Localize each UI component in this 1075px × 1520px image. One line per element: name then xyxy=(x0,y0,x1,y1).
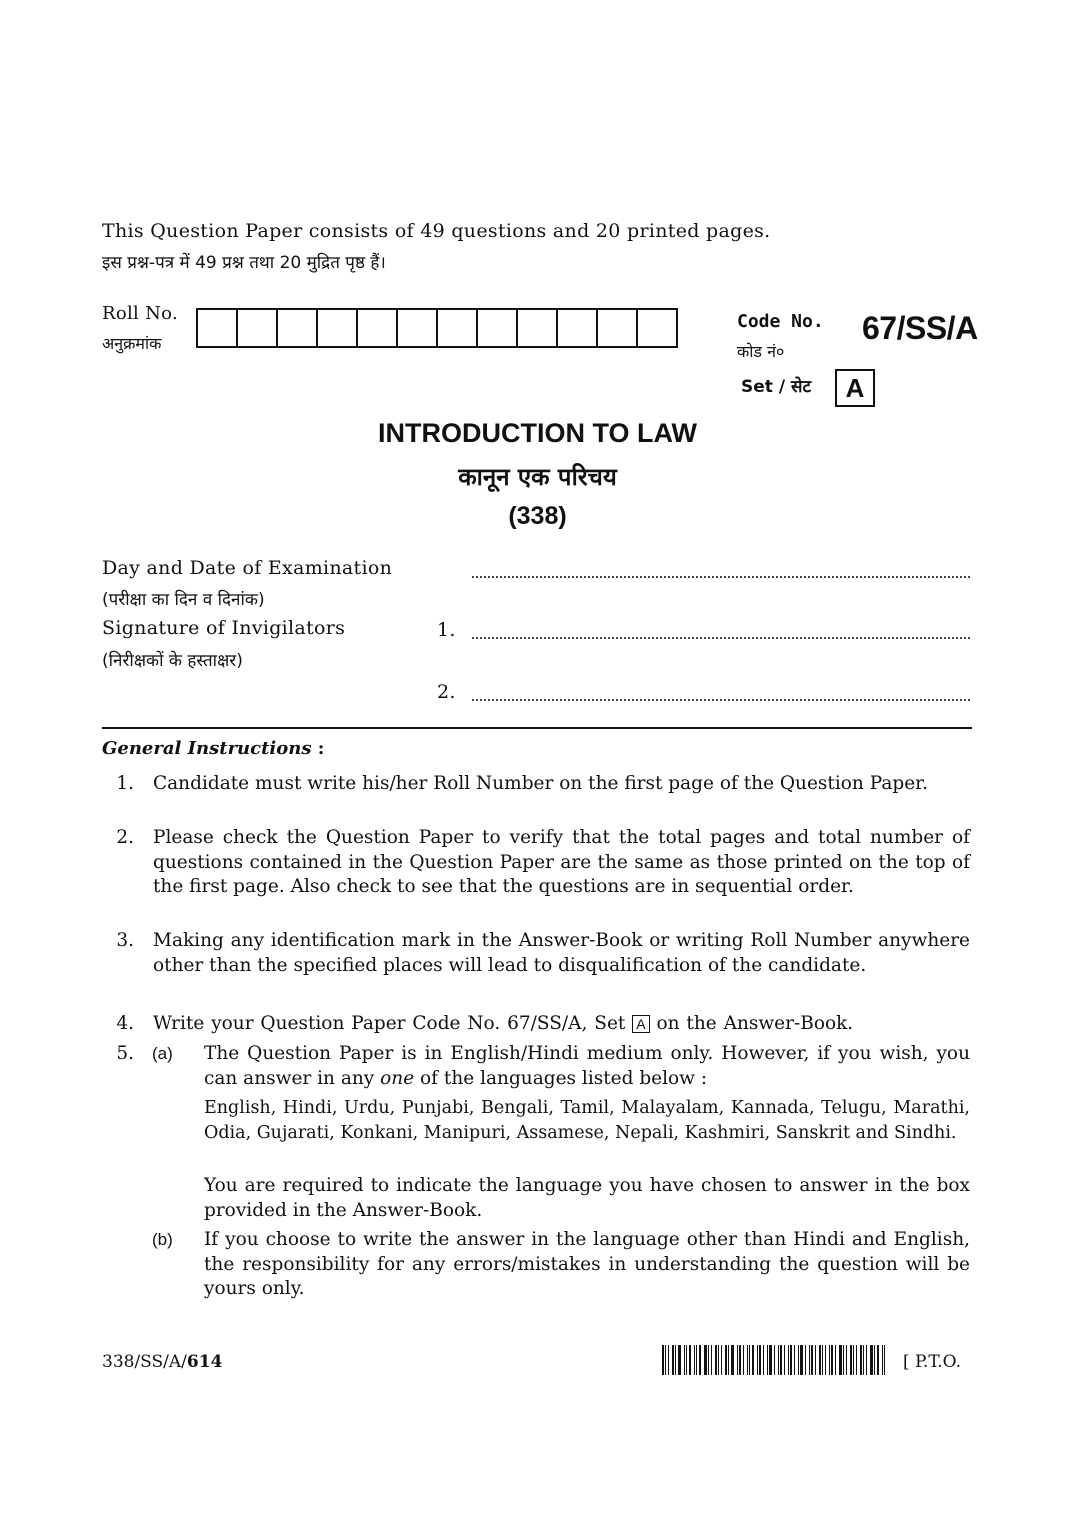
barcode-bar xyxy=(675,1345,676,1375)
sub-item-a-label: (a) xyxy=(152,1044,173,1063)
barcode-bar xyxy=(850,1345,852,1375)
barcode-bar xyxy=(737,1345,738,1375)
barcode-bar xyxy=(731,1345,734,1375)
paper-code-prefix: 338/SS/A/ xyxy=(102,1352,187,1372)
signature-2-field[interactable] xyxy=(472,699,970,701)
roll-number-cell[interactable] xyxy=(518,310,558,346)
paper-code-footer xyxy=(102,1352,222,1372)
barcode-bar xyxy=(846,1345,847,1375)
barcode-bar xyxy=(877,1345,879,1375)
signature-1-number: 1. xyxy=(437,619,456,641)
roll-number-cell[interactable] xyxy=(398,310,438,346)
instructions-heading-text: General Instructions xyxy=(102,738,312,759)
roll-label-hindi: अनुक्रमांक xyxy=(102,334,162,353)
sub-item-b-text: If you choose to write the answer in the language other than Hindi and English, the responsibility for any errors/mistakes in understanding the question will be yours only. xyxy=(204,1229,970,1299)
instruction-number: 4. xyxy=(116,1013,134,1034)
instructions-heading-colon: : xyxy=(317,738,325,759)
barcode-bar xyxy=(825,1345,826,1375)
barcode-bar xyxy=(882,1345,883,1375)
barcode-bar xyxy=(819,1345,821,1375)
barcode-bar xyxy=(739,1345,741,1375)
barcode-bar xyxy=(704,1345,707,1375)
signature-2-number: 2. xyxy=(437,681,456,703)
barcode-bar xyxy=(778,1345,779,1375)
barcode-bar xyxy=(769,1345,772,1375)
barcode-bar xyxy=(699,1345,701,1375)
roll-label-english: Roll No. xyxy=(102,303,179,324)
instruction-text: Candidate must write his/her Roll Number on the first page of the Question Paper. xyxy=(153,773,928,794)
paper-code-bold: 614 xyxy=(186,1352,223,1372)
barcode-bar xyxy=(684,1345,685,1375)
barcode-bar xyxy=(694,1345,695,1375)
roll-number-cell[interactable] xyxy=(638,310,676,346)
roll-number-cell[interactable] xyxy=(358,310,398,346)
barcode-bar xyxy=(829,1345,830,1375)
instruction-number: 2. xyxy=(116,827,134,848)
instruction-4-text-after: on the Answer-Book. xyxy=(656,1013,854,1034)
roll-number-cell[interactable] xyxy=(198,310,238,346)
barcode-bar xyxy=(696,1345,697,1375)
barcode xyxy=(662,1345,887,1375)
signature-1-field[interactable] xyxy=(472,637,970,639)
barcode-bar xyxy=(715,1345,717,1375)
barcode-bar xyxy=(668,1345,669,1375)
barcode-bar xyxy=(870,1345,873,1375)
roll-number-cell[interactable] xyxy=(558,310,598,346)
code-number: 67/SS/A xyxy=(862,310,978,346)
code-label-hindi: कोड नं० xyxy=(737,342,785,361)
instructions-heading xyxy=(102,738,324,759)
pto-label: [ P.T.O. xyxy=(903,1352,962,1372)
barcode-bar xyxy=(721,1345,722,1375)
roll-number-cell[interactable] xyxy=(438,310,478,346)
barcode-bar xyxy=(884,1345,885,1375)
set-label: Set / सेट xyxy=(741,377,812,397)
barcode-bar xyxy=(856,1345,857,1375)
sub-item-a-italic: one xyxy=(380,1067,415,1089)
barcode-bar xyxy=(863,1345,864,1375)
roll-number-cell[interactable] xyxy=(278,310,318,346)
pages-info-english: This Question Paper consists of 49 questions and 20 printed pages. xyxy=(102,220,771,242)
barcode-bar xyxy=(853,1345,854,1375)
instruction-4-text-before: Write your Question Paper Code No. 67/SS/A, Set xyxy=(153,1013,626,1034)
instruction-text: Making any identification mark in the Answer-Book or writing Roll Number anywhere other than the specified places will lead to disqualification of the candidate. xyxy=(153,930,970,976)
set-box: A xyxy=(835,369,875,407)
barcode-bar xyxy=(839,1345,842,1375)
barcode-bar xyxy=(815,1345,816,1375)
subject-title-hindi: कानून एक परिचय xyxy=(458,463,617,491)
barcode-bar xyxy=(780,1345,782,1375)
barcode-bar xyxy=(728,1345,729,1375)
barcode-bar xyxy=(747,1345,748,1375)
exam-date-field[interactable] xyxy=(472,576,970,578)
barcode-bar xyxy=(689,1345,691,1375)
barcode-bar xyxy=(749,1345,750,1375)
invigilator-signature-label: Signature of Invigilators xyxy=(102,617,346,639)
barcode-bar xyxy=(718,1345,719,1375)
barcode-bar xyxy=(835,1345,836,1375)
barcode-bar xyxy=(822,1345,823,1375)
barcode-bar xyxy=(784,1345,785,1375)
barcode-bar xyxy=(665,1345,666,1375)
barcode-bar xyxy=(798,1345,799,1375)
barcode-bar xyxy=(672,1345,674,1375)
roll-number-cell[interactable] xyxy=(238,310,278,346)
barcode-bar xyxy=(757,1345,758,1375)
sub-item-a-text xyxy=(204,1042,970,1091)
instruction-number: 1. xyxy=(116,773,134,794)
barcode-bar xyxy=(805,1345,806,1375)
subject-title: INTRODUCTION TO LAW xyxy=(378,418,697,448)
barcode-bar xyxy=(843,1345,844,1375)
barcode-bar xyxy=(678,1345,681,1375)
barcode-bar xyxy=(725,1345,727,1375)
subject-code: (338) xyxy=(508,502,567,530)
instruction-text: Please check the Question Paper to verify that the total pages and total number of questions contained in the Question Paper are the same as those printed on the top of the first page. Also check to see that the questions are in sequential order. xyxy=(153,827,970,897)
barcode-bar xyxy=(767,1345,768,1375)
roll-number-cell[interactable] xyxy=(478,310,518,346)
barcode-bar xyxy=(774,1345,775,1375)
barcode-bar xyxy=(686,1345,687,1375)
barcode-bar xyxy=(662,1345,664,1375)
barcode-bar xyxy=(874,1345,875,1375)
barcode-bar xyxy=(708,1345,709,1375)
roll-number-grid[interactable] xyxy=(196,308,678,348)
invigilator-signature-label-hindi: (निरीक्षकों के हस्ताक्षर) xyxy=(102,651,243,671)
sub-item-a-text-1: The Question Paper is in English/Hindi medium only. However, if you wish, you can answer in any xyxy=(204,1043,970,1089)
barcode-bar xyxy=(800,1345,803,1375)
barcode-bar xyxy=(860,1345,862,1375)
barcode-bar xyxy=(752,1345,754,1375)
barcode-bar xyxy=(809,1345,810,1375)
sub-item-b-label: (b) xyxy=(152,1230,173,1249)
pages-info-hindi: इस प्रश्न-पत्र में 49 प्रश्न तथा 20 मुद्रित पृष्ठ हैं। xyxy=(102,253,386,273)
barcode-bar xyxy=(794,1345,795,1375)
exam-date-label-hindi: (परीक्षा का दिन व दिनांक) xyxy=(102,590,265,610)
barcode-bar xyxy=(711,1345,712,1375)
instruction-number: 5. xyxy=(116,1043,134,1064)
roll-number-cell[interactable] xyxy=(318,310,358,346)
barcode-bar xyxy=(866,1345,867,1375)
divider xyxy=(102,727,972,729)
roll-number-cell[interactable] xyxy=(598,310,638,346)
sub-item-a-text-2: of the languages listed below : xyxy=(420,1067,708,1089)
barcode-bar xyxy=(811,1345,813,1375)
instruction-number: 3. xyxy=(116,930,134,951)
instruction-text xyxy=(153,1012,970,1037)
exam-date-label: Day and Date of Examination xyxy=(102,557,393,579)
languages-list: English, Hindi, Urdu, Punjabi, Bengali, Tamil, Malayalam, Kannada, Telugu, Marathi, Odia, Gujarati, Konkani, Manipuri, Assamese, Nepali, Kashmiri, Sanskrit and Sindhi. xyxy=(204,1098,970,1143)
barcode-bar xyxy=(763,1345,764,1375)
barcode-bar xyxy=(759,1345,761,1375)
code-label-english: Code No. xyxy=(737,311,824,332)
barcode-bar xyxy=(743,1345,744,1375)
barcode-bar xyxy=(831,1345,833,1375)
barcode-bar xyxy=(788,1345,789,1375)
set-box-inline: A xyxy=(632,1015,649,1033)
indicate-language-text: You are required to indicate the language you have chosen to answer in the box provided in the Answer-Book. xyxy=(204,1175,970,1221)
barcode-bar xyxy=(790,1345,792,1375)
